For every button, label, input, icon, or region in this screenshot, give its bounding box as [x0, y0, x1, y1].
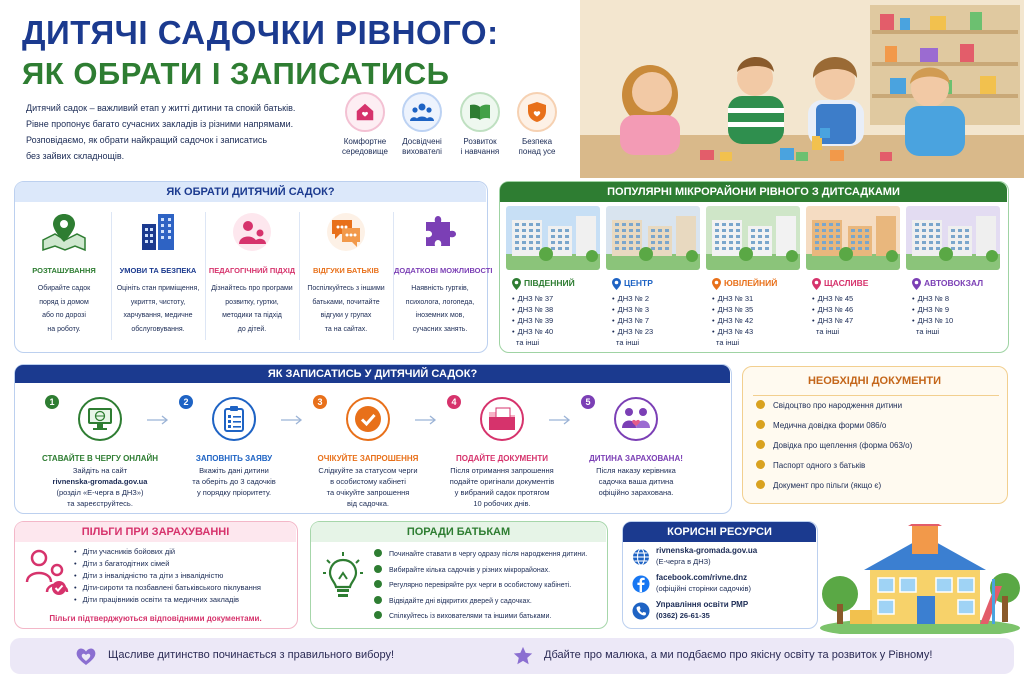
benefit-item: [74, 583, 261, 592]
criterion-text: [112, 282, 204, 336]
document-item: [756, 398, 902, 414]
benefit-item: [74, 547, 175, 556]
district-kindergarten-label: ДНЗ № 46: [817, 305, 854, 314]
title-line-1: ДИТЯЧІ САДОЧКИ РІВНОГО:: [22, 14, 499, 51]
lightbulb-icon: [323, 552, 363, 607]
check-circle-icon: [346, 397, 390, 441]
district-name: ЦЕНТР: [624, 278, 653, 288]
bullet: •: [74, 547, 77, 556]
tip-label: Починайте ставати в чергу одразу після народження дитини.: [389, 551, 588, 558]
feature-label: Комфортне: [343, 137, 387, 146]
resource-link[interactable]: Управління освіти РМР: [656, 600, 749, 609]
step-text-line: від садочка.: [346, 499, 390, 508]
district-photo: [706, 206, 800, 270]
district-kindergarten-label: ДНЗ № 3: [617, 305, 650, 314]
benefit-label: Діти з інвалідністю та діти з інвалідністю: [82, 571, 224, 580]
criterion-text-line: укриття, чистоту,: [130, 298, 186, 306]
document-label: Свідоцтво про народження дитини: [773, 401, 903, 410]
clipboard-icon: [212, 397, 256, 441]
step-title: ПОДАЙТЕ ДОКУМЕНТИ: [456, 454, 548, 463]
district-kindergarten-label: ДНЗ № 37: [517, 294, 554, 303]
criterion-text-line: або по дорозі: [42, 312, 86, 319]
criterion-text-line: Обирайте садок: [37, 285, 91, 292]
choose-title: ЯК ОБРАТИ ДИТЯЧИЙ САДОК?: [166, 186, 335, 198]
people-icon: [402, 92, 442, 132]
criterion-text-line: методики та підхід: [222, 312, 282, 319]
criterion-text: [206, 282, 298, 336]
criterion-text-line: Поспілкуйтесь з іншими: [307, 285, 385, 292]
step-text-line: у вибраний садок протягом: [454, 488, 550, 497]
resource-subtext: (Е-черга в ДНЗ): [656, 557, 711, 566]
feature-safety: [508, 92, 566, 157]
district-kindergarten: [812, 305, 853, 314]
feature-label: Розвиток: [463, 137, 497, 146]
bullet: •: [74, 583, 77, 592]
check-icon: [756, 420, 765, 429]
step-text-line: 10 робочих днів.: [473, 499, 531, 508]
step-number-badge: 3: [313, 395, 327, 409]
map-pin-icon: [712, 277, 721, 295]
benefit-label: Діти учасників бойових дій: [82, 547, 176, 556]
bullet: •: [612, 305, 615, 314]
district-kindergarten-label: ДНЗ № 2: [617, 294, 650, 303]
benefit-item: [74, 595, 239, 604]
puzzle-icon: [417, 212, 463, 254]
feature-label: Досвідчені: [402, 137, 442, 146]
step-text-line: Слідкуйте за статусом черги: [318, 466, 418, 475]
document-item: [756, 478, 881, 494]
tip-label: Спілкуйтесь із вихователями та іншими батьками.: [389, 613, 552, 620]
benefit-label: Діти з багатодітних сімей: [82, 559, 170, 568]
step-text-line: Зайдіть на сайт: [72, 466, 128, 475]
step-text-line: та оберіть до 3 садочків: [192, 477, 276, 486]
step-text-line: офіційно зарахована.: [598, 488, 674, 497]
step-text-line: та зареєструйтесь.: [67, 499, 133, 508]
district-kindergarten: [512, 327, 553, 336]
teacher-icon: [229, 212, 275, 254]
district-kindergarten: [812, 294, 853, 303]
step-text-line: садочка ваша дитина: [598, 477, 674, 486]
district-name: АВТОВОКЗАЛ: [924, 278, 984, 288]
step-title: СТАВАЙТЕ В ЧЕРГУ ОНЛАЙН: [41, 454, 159, 463]
step-number-badge: 1: [45, 395, 59, 409]
criterion-title: ДОДАТКОВІ МОЖЛИВОСТІ: [394, 266, 493, 275]
step-number-badge: 2: [179, 395, 193, 409]
criterion-text-line: Оцініть стан приміщення,: [116, 285, 200, 292]
district-kindergarten: [512, 294, 553, 303]
district-kindergarten: [612, 327, 653, 336]
district-photo: [906, 206, 1000, 270]
district-kindergarten: [912, 305, 949, 314]
district-kindergarten: [512, 316, 553, 325]
document-item: [756, 418, 886, 434]
criterion-title: ПЕДАГОГІЧНИЙ ПІДХІД: [208, 266, 296, 275]
step-text-line: (розділ «Е-черга в ДНЗ»): [56, 488, 144, 497]
bullet: •: [812, 316, 815, 325]
district-kindergarten-label: ДНЗ № 43: [717, 327, 754, 336]
district-kindergarten: [812, 316, 853, 325]
criterion-text-line: іноземних мов,: [415, 312, 465, 319]
check-icon: [756, 460, 765, 469]
district-name: ПІВДЕННИЙ: [524, 278, 575, 288]
criterion-text-line: Дізнайтесь про програми: [211, 285, 293, 292]
intro-line: без зайвих складнощів.: [26, 151, 125, 161]
map-pin-icon: [612, 277, 621, 295]
criterion-text-line: харчування, медичне: [123, 312, 193, 319]
step-text: [570, 465, 702, 498]
step-text-line: Вкажіть дані дитини: [199, 466, 269, 475]
district-kindergarten: [512, 305, 553, 314]
document-label: Довідка про щеплення (форма 063/о): [773, 441, 913, 450]
district-kindergarten-label: ДНЗ № 8: [917, 294, 950, 303]
criterion-text-line: Наявність гуртків,: [411, 285, 469, 292]
district-kindergarten: [612, 305, 649, 314]
criterion-text-line: до дітей.: [237, 325, 267, 333]
step-title: ДИТИНА ЗАРАХОВАНА!: [589, 454, 683, 463]
step-text: [436, 465, 568, 509]
check-icon: [374, 549, 382, 557]
criterion-text-line: поряд із домом: [39, 298, 89, 306]
criterion-text: [394, 282, 486, 336]
resource-link[interactable]: rivnenska-gromada.gov.ua: [656, 546, 758, 555]
district-photo: [806, 206, 900, 270]
district-kindergarten: [712, 294, 753, 303]
criterion-card: [18, 204, 110, 349]
footer-left-text: Щасливе дитинство починається з правильного вибору!: [108, 649, 395, 661]
feature-development: [451, 92, 509, 157]
step-title: ОЧІКУЙТЕ ЗАПРОШЕННЯ: [317, 454, 419, 463]
criterion-card: [300, 204, 392, 349]
feature-label: Безпека: [521, 137, 553, 146]
bullet: •: [612, 327, 615, 336]
step-text-line: та очікуйте запрошення: [326, 488, 410, 497]
bullet: •: [74, 559, 77, 568]
benefit-label: Діти-сироти та позбавлені батьківського піклування: [82, 583, 261, 592]
tip-label: Регулярно перевіряйте рух черги в особистому кабінеті.: [389, 582, 572, 589]
star-icon: [512, 645, 534, 672]
map-pin-icon: [512, 277, 521, 295]
intro-line: Розповідаємо, як обрати найкращий садочок і записатись: [26, 135, 268, 145]
district-more: та інші: [516, 338, 540, 347]
district-kindergarten-label: ДНЗ № 23: [617, 327, 654, 336]
resource-link[interactable]: facebook.com/rivne.dnz: [656, 573, 748, 582]
district-more: та інші: [616, 338, 640, 347]
criterion-text-line: на роботу.: [47, 325, 81, 333]
criterion-card: [206, 204, 298, 349]
district-kindergarten: [612, 316, 649, 325]
check-icon: [756, 440, 765, 449]
arrow-right-icon: [415, 412, 437, 430]
step-title: ЗАПОВНІТЬ ЗАЯВУ: [195, 454, 273, 463]
bullet: •: [612, 316, 615, 325]
bullet: •: [512, 294, 515, 303]
criterion-text-line: батьками, почитайте: [312, 298, 380, 306]
districts-title: ПОПУЛЯРНІ МІКРОРАЙОНИ РІВНОГО З ДИТСАДКАМИ: [607, 186, 900, 198]
arrow-right-icon: [281, 412, 303, 430]
district-kindergarten-label: ДНЗ № 47: [817, 316, 854, 325]
tip-item: [374, 565, 550, 574]
step-text-line: у порядку пріоритету.: [196, 488, 272, 497]
arrow-right-icon: [147, 412, 169, 430]
intro-text: [26, 100, 326, 164]
bullet: •: [712, 294, 715, 303]
benefit-item: [74, 559, 169, 568]
step-number-badge: 4: [447, 395, 461, 409]
step-text: [34, 465, 166, 509]
tip-item: [374, 596, 532, 605]
check-icon: [374, 611, 382, 619]
district-kindergarten: [612, 294, 649, 303]
feature-label: середовище: [342, 147, 388, 156]
building-icon: [135, 212, 181, 254]
tip-item: [374, 549, 587, 558]
document-item: [756, 458, 865, 474]
arrow-right-icon: [549, 412, 571, 430]
criterion-card: [394, 204, 493, 349]
bullet: •: [712, 327, 715, 336]
tips-title: ПОРАДИ БАТЬКАМ: [406, 526, 511, 538]
map-pin-icon: [912, 277, 921, 295]
hero-photo-children-playing: [580, 0, 1024, 178]
tip-item: [374, 611, 551, 620]
district-kindergarten-label: ДНЗ № 9: [917, 305, 950, 314]
map-pin-icon: [812, 277, 821, 295]
district-kindergarten: [912, 294, 949, 303]
bullet: •: [74, 595, 77, 604]
feature-teachers: [393, 92, 451, 157]
district-kindergarten-label: ДНЗ № 45: [817, 294, 854, 303]
bullet: •: [812, 294, 815, 303]
tip-item: [374, 580, 571, 589]
divider: [753, 395, 999, 396]
book-icon: [460, 92, 500, 132]
family-icon: [23, 548, 71, 603]
bullet: •: [512, 316, 515, 325]
bullet: •: [712, 316, 715, 325]
criterion-title: ВІДГУКИ БАТЬКІВ: [312, 266, 379, 275]
heart-hands-icon: [74, 645, 98, 672]
feature-label: вихователі: [402, 147, 442, 156]
district-kindergarten-label: ДНЗ № 39: [517, 316, 554, 325]
globe-icon: [632, 548, 650, 571]
district-kindergarten-label: ДНЗ № 40: [517, 327, 554, 336]
benefits-note: Пільги підтверджуються відповідними документами.: [49, 614, 262, 623]
documents-title: НЕОБХІДНІ ДОКУМЕНТИ: [807, 375, 942, 387]
district-kindergarten-label: ДНЗ № 7: [617, 316, 650, 325]
tip-label: Вибирайте кілька садочків у різних мікрорайонах.: [389, 566, 551, 574]
facebook-icon: [632, 575, 650, 598]
benefit-label: Діти працівників освіти та медичних закладів: [82, 595, 240, 604]
check-icon: [374, 580, 382, 588]
bullet: •: [912, 294, 915, 303]
check-icon: [374, 596, 382, 604]
folder-icon: [480, 397, 524, 441]
bullet: •: [512, 305, 515, 314]
bullet: •: [912, 316, 915, 325]
step-text-line: в особистому кабінеті: [330, 477, 406, 486]
phone-icon: [632, 602, 650, 625]
district-name: ЮВІЛЕЙНИЙ: [724, 278, 778, 288]
computer-icon: [78, 397, 122, 441]
intro-line: Рівне пропонує багато сучасних закладів із різними напрямами.: [26, 119, 294, 129]
footer-right-text: Дбайте про малюка, а ми подбаємо про якісну освіту та розвиток у Рівному!: [544, 649, 933, 661]
kindergarten-building-illustration: [820, 524, 1020, 634]
district-kindergarten-label: ДНЗ № 35: [717, 305, 754, 314]
bullet: •: [74, 571, 77, 580]
district-name: ЩАСЛИВЕ: [824, 278, 869, 288]
feature-comfort: [336, 92, 394, 157]
bullet: •: [512, 327, 515, 336]
step-number-badge: 5: [581, 395, 595, 409]
criterion-text-line: сучасних занять.: [412, 325, 468, 333]
check-icon: [374, 565, 382, 573]
district-kindergarten: [712, 305, 753, 314]
district-kindergarten: [712, 327, 753, 336]
district-more: та інші: [716, 338, 740, 347]
district-kindergarten-label: ДНЗ № 38: [517, 305, 554, 314]
criterion-title: УМОВИ ТА БЕЗПЕКА: [119, 266, 197, 275]
resource-subtext: (офіційні сторінки садочків): [656, 584, 751, 593]
document-label: Медична довідка форми 086/о: [773, 421, 887, 430]
resources-title: КОРИСНІ РЕСУРСИ: [667, 526, 772, 538]
criterion-text: [18, 282, 110, 336]
chat-icon: [323, 212, 369, 254]
district-kindergarten-label: ДНЗ № 10: [917, 316, 954, 325]
criterion-text-line: психолога, логопеда,: [405, 298, 475, 306]
district-more: та інші: [816, 327, 840, 336]
step-text: [168, 465, 300, 498]
step-text-line: Після отримання запрошення: [450, 466, 554, 475]
criterion-card: [112, 204, 204, 349]
district-photo: [606, 206, 700, 270]
step-text-line: подайте оригінали документів: [449, 477, 555, 486]
district-more: та інші: [916, 327, 940, 336]
criterion-title: РОЗТАШУВАННЯ: [32, 266, 96, 275]
document-item: [756, 438, 912, 454]
bullet: •: [812, 305, 815, 314]
enroll-title: ЯК ЗАПИСАТИСЬ У ДИТЯЧИЙ САДОК?: [267, 368, 478, 380]
document-label: Документ про пільги (якщо є): [773, 481, 882, 490]
bullet: •: [612, 294, 615, 303]
district-kindergarten-label: ДНЗ № 42: [717, 316, 754, 325]
criterion-text: [300, 282, 392, 336]
check-icon: [756, 400, 765, 409]
map-pin-icon: [41, 212, 87, 254]
family-icon: [614, 397, 658, 441]
district-photo: [506, 206, 600, 270]
bullet: •: [912, 305, 915, 314]
step-text-line: Після наказу керівника: [596, 466, 676, 475]
tip-label: Відвідайте дні відкритих дверей у садочках.: [389, 597, 532, 605]
step-text-line: rivnenska-gromada.gov.ua: [52, 477, 148, 486]
criterion-text-line: відгуки у групах: [320, 312, 372, 319]
intro-line: Дитячий садок – важливий етап у житті дитини та спокій батьків.: [26, 103, 296, 113]
district-kindergarten: [912, 316, 953, 325]
criterion-text-line: обслуговування.: [131, 325, 185, 333]
district-kindergarten-label: ДНЗ № 31: [717, 294, 754, 303]
district-kindergarten: [712, 316, 753, 325]
shield-icon: [517, 92, 557, 132]
benefit-item: [74, 571, 223, 580]
feature-label: понад усе: [518, 147, 556, 156]
bullet: •: [712, 305, 715, 314]
criterion-text-line: розвитку, гуртки,: [225, 298, 279, 306]
title-line-2: ЯК ОБРАТИ І ЗАПИСАТИСЬ: [22, 56, 450, 91]
benefits-title: ПІЛЬГИ ПРИ ЗАРАХУВАННІ: [81, 526, 230, 538]
step-text: [302, 465, 434, 509]
house-heart-icon: [345, 92, 385, 132]
resource-subtext: (0362) 26-61-35: [656, 611, 710, 620]
check-icon: [756, 480, 765, 489]
document-label: Паспорт одного з батьків: [773, 461, 866, 470]
criterion-text-line: та на сайтах.: [324, 325, 368, 333]
feature-label: і навчання: [460, 147, 500, 156]
